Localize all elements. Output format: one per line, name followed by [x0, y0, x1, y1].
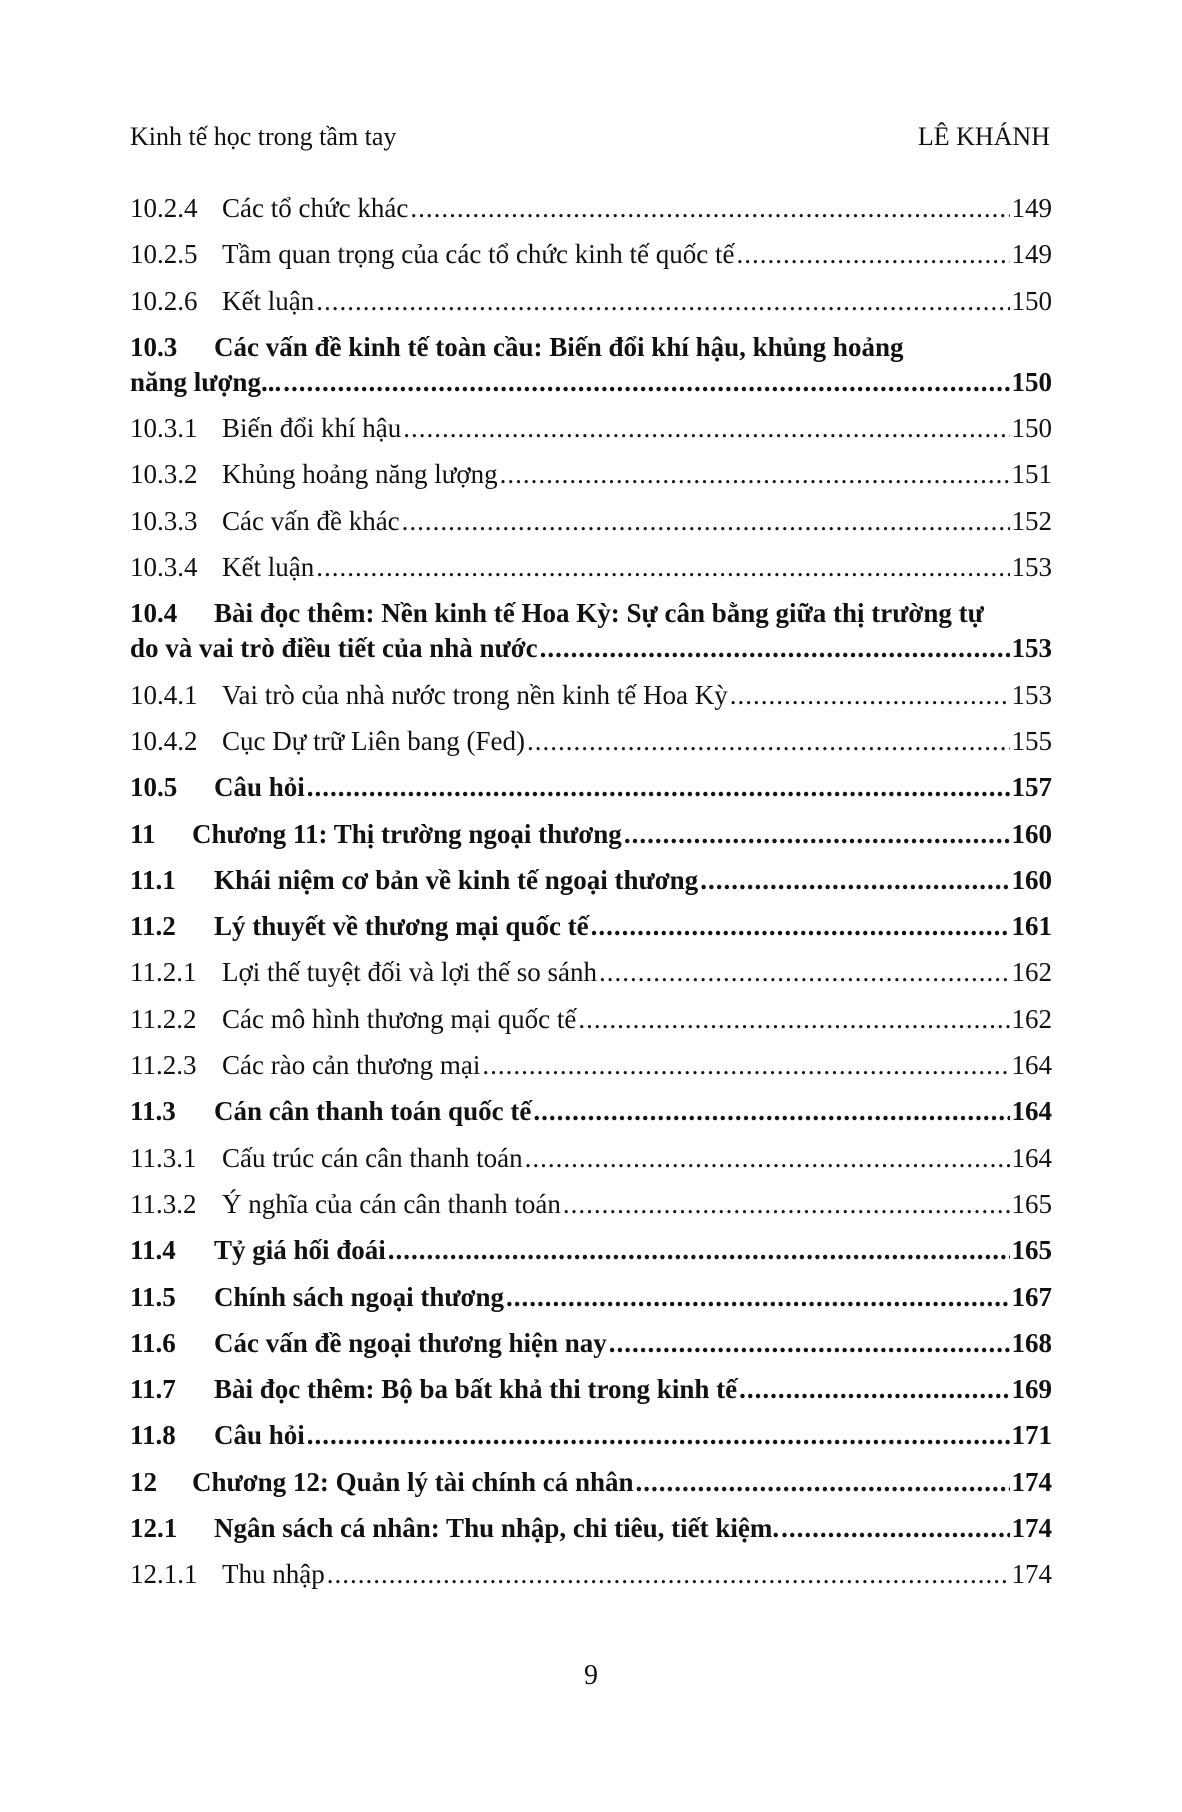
- toc-entry-number: 11.3.1: [130, 1142, 197, 1173]
- toc-entry[interactable]: [130, 551, 1052, 583]
- toc-leader-dots: [527, 725, 1010, 757]
- toc-entry-title: Lợi thế tuyệt đối và lợi thế so sánh: [222, 957, 597, 988]
- toc-entry[interactable]: [130, 505, 1052, 537]
- toc-entry-title-continued: do và vai trò điều tiết của nhà nước: [130, 633, 538, 664]
- toc-entry-line: [130, 331, 1052, 363]
- toc-entry-page: 174: [1011, 1513, 1052, 1544]
- toc-leader-dots: [599, 956, 1010, 988]
- toc-entry-number: 10.4: [130, 598, 178, 629]
- toc-leader-dots: [506, 1281, 1010, 1313]
- toc-leader-dots: [781, 1512, 1009, 1544]
- toc-entry-title: Các mô hình thương mại quốc tế: [222, 1003, 577, 1034]
- toc-entry-page: 161: [1011, 911, 1052, 942]
- toc-entry-number: 11.2.1: [130, 957, 197, 988]
- toc-entry-number: 11.5: [130, 1281, 176, 1312]
- toc-leader-dots: [316, 551, 1009, 583]
- toc-entry[interactable]: [130, 1558, 1052, 1590]
- toc-entry-number: 11.2.2: [130, 1003, 197, 1034]
- toc-entry-number: 11.7: [130, 1374, 176, 1405]
- toc-entry-page: 169: [1011, 1374, 1052, 1405]
- toc-leader-dots: [500, 458, 1010, 490]
- toc-entry-title: Các vấn đề kinh tế toàn cầu: Biến đổi khí hậu, khủng hoảng: [214, 331, 904, 362]
- toc-entry-page: 150: [1011, 285, 1052, 316]
- toc-entry-title: Cấu trúc cán cân thanh toán: [222, 1142, 523, 1173]
- toc-entry-title: Chương 11: Thị trường ngoại thương: [192, 818, 622, 849]
- toc-entry-title: Bài đọc thêm: Nền kinh tế Hoa Kỳ: Sự cân bằng giữa thị trường tự: [214, 598, 984, 629]
- toc-entry[interactable]: [130, 597, 1052, 664]
- toc-entry-number: 10.3.1: [130, 413, 198, 444]
- toc-entry-title: Lý thuyết về thương mại quốc tế: [214, 911, 589, 942]
- toc-entry-page: 162: [1011, 1003, 1052, 1034]
- toc-leader-dots: [700, 864, 1009, 896]
- toc-entry-title: Khái niệm cơ bản về kinh tế ngoại thương: [214, 864, 699, 895]
- book-title: Kinh tế học trong tầm tay: [130, 122, 397, 151]
- toc-entry-line: [130, 632, 1052, 664]
- toc-entry-page: 149: [1011, 193, 1052, 223]
- toc-leader-dots: [533, 1095, 1009, 1127]
- toc-entry-number: 10.4.1: [130, 679, 198, 710]
- toc-entry-title: Vai trò của nhà nước trong nền kinh tế Hoa Kỳ: [222, 679, 728, 710]
- toc-entry-title: Khủng hoảng năng lượng: [222, 459, 498, 490]
- toc-leader-dots: [730, 679, 1010, 711]
- toc-entry-page: 162: [1011, 957, 1052, 988]
- toc-entry-title: Câu hỏi: [214, 772, 305, 803]
- toc-entry[interactable]: [130, 331, 1052, 398]
- toc-leader-dots: [736, 238, 1009, 270]
- author-name: LÊ KHÁNH: [917, 122, 1050, 151]
- toc-entry-page: 150: [1011, 413, 1052, 444]
- running-header: [130, 122, 1050, 158]
- toc-entry-title: Cán cân thanh toán quốc tế: [214, 1096, 532, 1127]
- toc-entry[interactable]: [130, 1373, 1052, 1405]
- toc-entry[interactable]: [130, 238, 1052, 270]
- toc-entry-title: Kết luận: [222, 552, 315, 583]
- toc-entry[interactable]: [130, 910, 1052, 942]
- table-of-contents: [130, 192, 1052, 1605]
- toc-entry-number: 11.4: [130, 1235, 176, 1266]
- toc-entry-number: 10.4.2: [130, 725, 198, 756]
- toc-entry-page: 153: [1011, 552, 1052, 583]
- toc-entry[interactable]: [130, 458, 1052, 490]
- toc-entry-title-continued: năng lượng...: [130, 366, 282, 397]
- toc-entry-title: Cục Dự trữ Liên bang (Fed): [222, 725, 525, 756]
- toc-entry[interactable]: [130, 864, 1052, 896]
- toc-entry-title: Các tổ chức khác: [222, 193, 409, 223]
- toc-entry-title: Thu nhập: [222, 1559, 325, 1590]
- toc-entry-number: 11.2.3: [130, 1050, 197, 1081]
- toc-entry-number: 11.6: [130, 1327, 176, 1358]
- toc-leader-dots: [402, 505, 1010, 537]
- toc-entry-page: 164: [1011, 1142, 1052, 1173]
- toc-entry-title: Tầm quan trọng của các tổ chức kinh tế quốc tế: [222, 239, 735, 270]
- toc-entry[interactable]: [130, 192, 1052, 224]
- toc-entry[interactable]: [130, 818, 1052, 850]
- toc-entry-title: Tỷ giá hối đoái: [214, 1235, 386, 1266]
- toc-entry-title: Kết luận: [222, 285, 315, 316]
- toc-entry-page: 149: [1011, 239, 1052, 270]
- toc-entry-page: 160: [1011, 864, 1052, 895]
- toc-entry[interactable]: [130, 1466, 1052, 1498]
- toc-entry-title: Các vấn đề khác: [222, 505, 400, 536]
- toc-entry-page: 164: [1011, 1050, 1052, 1081]
- toc-entry-line: [130, 597, 1052, 629]
- toc-entry-page: 157: [1011, 772, 1052, 803]
- toc-leader-dots: [540, 632, 1010, 664]
- toc-entry-title: Bài đọc thêm: Bộ ba bất khả thi trong kinh tế: [214, 1374, 738, 1405]
- toc-entry[interactable]: [130, 1327, 1052, 1359]
- toc-entry[interactable]: [130, 771, 1052, 803]
- toc-entry-page: 155: [1011, 725, 1052, 756]
- toc-entry-number: 10.3.2: [130, 459, 198, 490]
- toc-entry-page: 167: [1011, 1281, 1052, 1312]
- toc-entry-number: 10.2.5: [130, 239, 198, 270]
- toc-entry-number: 11: [130, 818, 156, 849]
- toc-entry-title: Chương 12: Quản lý tài chính cá nhân: [192, 1466, 634, 1497]
- toc-entry-page: 151: [1011, 459, 1052, 490]
- toc-entry[interactable]: [130, 412, 1052, 444]
- toc-entry-number: 12.1.1: [130, 1559, 198, 1590]
- toc-entry[interactable]: [130, 1512, 1052, 1544]
- toc-leader-dots: [388, 1234, 1010, 1266]
- toc-leader-dots: [403, 412, 1009, 444]
- toc-entry-number: 10.3.3: [130, 505, 198, 536]
- toc-leader-dots: [563, 1188, 1010, 1220]
- toc-leader-dots: [609, 1327, 1010, 1359]
- toc-entry-page: 153: [1011, 633, 1052, 664]
- toc-entry[interactable]: [130, 1003, 1052, 1035]
- toc-leader-dots: [578, 1003, 1009, 1035]
- toc-leader-dots: [283, 366, 1009, 398]
- toc-entry[interactable]: [130, 1234, 1052, 1266]
- toc-entry-title: Chính sách ngoại thương: [214, 1281, 504, 1312]
- toc-entry-number: 11.1: [130, 864, 176, 895]
- toc-entry[interactable]: [130, 1095, 1052, 1127]
- toc-entry-number: 10.3: [130, 331, 178, 362]
- toc-entry-title: Các rào cản thương mại: [222, 1050, 481, 1081]
- toc-entry[interactable]: [130, 1142, 1052, 1174]
- toc-entry-number: 11.2: [130, 911, 176, 942]
- toc-leader-dots: [307, 771, 1010, 803]
- toc-entry-page: 168: [1011, 1327, 1052, 1358]
- toc-entry-page: 165: [1011, 1188, 1052, 1219]
- toc-leader-dots: [636, 1466, 1010, 1498]
- toc-entry-title: Ý nghĩa của cán cân thanh toán: [222, 1188, 561, 1219]
- toc-leader-dots: [739, 1373, 1009, 1405]
- toc-entry-page: 150: [1011, 366, 1052, 397]
- toc-entry[interactable]: [130, 1281, 1052, 1313]
- toc-entry-number: 10.2.6: [130, 285, 198, 316]
- toc-entry[interactable]: [130, 956, 1052, 988]
- toc-entry-page: 174: [1011, 1559, 1052, 1590]
- toc-entry-number: 11.3.2: [130, 1188, 197, 1219]
- toc-entry-line: [130, 366, 1052, 398]
- toc-entry-page: 160: [1011, 818, 1052, 849]
- toc-entry-page: 171: [1011, 1420, 1052, 1451]
- toc-leader-dots: [316, 285, 1009, 317]
- toc-entry-page: 164: [1011, 1096, 1052, 1127]
- toc-entry[interactable]: [130, 725, 1052, 757]
- toc-entry-page: 165: [1011, 1235, 1052, 1266]
- toc-entry[interactable]: [130, 679, 1052, 711]
- toc-entry-number: 12.1: [130, 1513, 178, 1544]
- toc-entry[interactable]: [130, 285, 1052, 317]
- toc-entry-page: 152: [1011, 505, 1052, 536]
- toc-entry-page: 153: [1011, 679, 1052, 710]
- toc-leader-dots: [591, 910, 1010, 942]
- toc-entry-number: 12: [130, 1466, 157, 1497]
- page-number: 9: [584, 1660, 598, 1691]
- toc-leader-dots: [525, 1142, 1010, 1174]
- toc-entry[interactable]: [130, 1049, 1052, 1081]
- toc-leader-dots: [624, 818, 1010, 850]
- toc-entry-title: Biến đổi khí hậu: [222, 413, 402, 444]
- toc-entry-page: 174: [1011, 1466, 1052, 1497]
- toc-entry-title: Các vấn đề ngoại thương hiện nay: [214, 1327, 607, 1358]
- toc-entry-number: 10.2.4: [130, 193, 198, 223]
- toc-entry[interactable]: [130, 1419, 1052, 1451]
- toc-entry-number: 10.5: [130, 772, 178, 803]
- toc-entry-number: 11.3: [130, 1096, 176, 1127]
- toc-leader-dots: [327, 1558, 1010, 1590]
- toc-leader-dots: [482, 1049, 1009, 1081]
- toc-entry[interactable]: [130, 1188, 1052, 1220]
- toc-entry-title: Câu hỏi: [214, 1420, 305, 1451]
- toc-leader-dots: [307, 1419, 1010, 1451]
- toc-entry-title: Ngân sách cá nhân: Thu nhập, chi tiêu, tiết kiệm.: [214, 1513, 780, 1544]
- toc-entry-number: 10.3.4: [130, 552, 198, 583]
- toc-entry-number: 11.8: [130, 1420, 176, 1451]
- toc-leader-dots: [410, 192, 1009, 224]
